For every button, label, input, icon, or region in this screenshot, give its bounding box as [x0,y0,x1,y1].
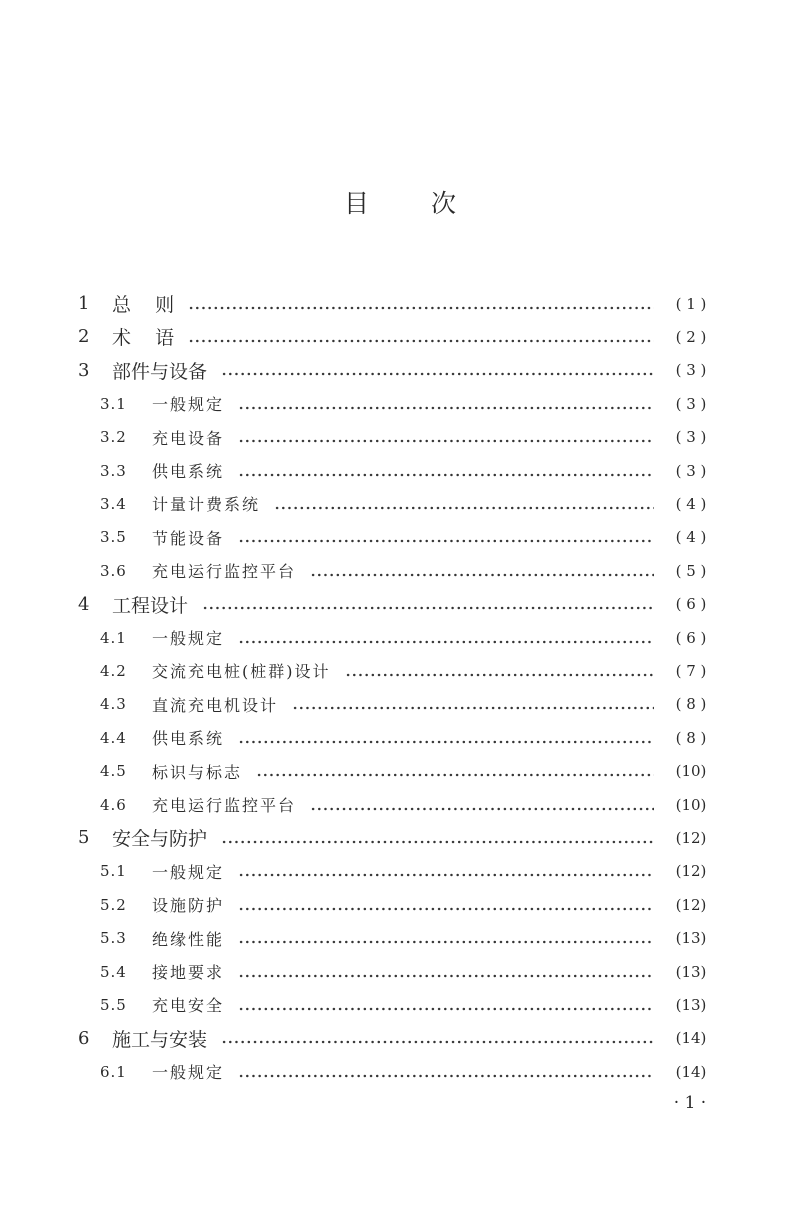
dot-leader [221,840,654,844]
entry-title: 一般规定 [152,395,225,415]
entry-number: 3.1 [100,394,127,413]
entry-number: 4.4 [100,728,127,747]
dot-leader [256,773,654,777]
entry-page: (13) [675,929,707,948]
entry-page: ( 5 ) [675,561,707,580]
entry-title: 工程设计 [112,594,189,617]
entry-title: 供电系统 [152,729,225,749]
dot-leader [238,473,654,477]
toc-entry[interactable] [0,654,800,687]
entry-page: (10) [675,762,707,781]
toc-entry[interactable] [0,922,800,955]
toc-entry[interactable] [0,421,800,454]
dot-leader [310,807,654,811]
entry-number: 3.4 [100,494,127,513]
toc-entry[interactable] [0,1055,800,1088]
entry-page: ( 4 ) [675,528,707,547]
toc-entry[interactable] [0,1022,800,1055]
toc-entry[interactable] [0,721,800,754]
dot-leader [238,1074,654,1078]
entry-title: 充电安全 [152,996,225,1016]
toc-entry[interactable] [0,621,800,654]
toc-entry[interactable] [0,988,800,1021]
toc-entry[interactable] [0,554,800,587]
entry-page: ( 8 ) [675,695,707,714]
toc-entry[interactable] [0,320,800,353]
entry-page: (13) [675,962,707,981]
dot-leader [188,339,654,343]
entry-page: (14) [675,1062,707,1081]
entry-number: 4.2 [100,661,127,680]
entry-number: 3.5 [100,528,127,547]
dot-leader [238,974,654,978]
dot-leader [238,1007,654,1011]
dot-leader [274,506,654,510]
entry-title: 一般规定 [152,1063,225,1083]
dot-leader [238,406,654,410]
entry-page: ( 1 ) [675,294,707,313]
dot-leader [345,673,655,677]
entry-page: ( 3 ) [675,428,707,447]
entry-number: 6.1 [100,1062,127,1081]
toc-entry[interactable] [0,888,800,921]
entry-page: ( 2 ) [675,327,707,346]
dot-leader [238,940,654,944]
toc-entry[interactable] [0,688,800,721]
entry-number: 5.2 [100,895,127,914]
entry-title: 接地要求 [152,963,225,982]
entry-page: (14) [675,1029,707,1048]
dot-leader [310,573,654,577]
entry-title: 设施防护 [152,896,225,916]
entry-page: ( 4 ) [675,494,707,513]
entry-page: ( 3 ) [675,394,707,413]
entry-page: (12) [675,862,707,881]
entry-title: 供电系统 [152,462,225,481]
dot-leader [238,539,654,543]
dot-leader [238,873,654,877]
entry-title: 施工与安装 [112,1028,208,1051]
entry-number: 3.6 [100,561,127,580]
entry-title: 充电运行监控平台 [152,562,297,582]
entry-title: 一般规定 [152,629,225,648]
toc-entry[interactable] [0,788,800,821]
entry-number: 5.3 [100,929,127,948]
dot-leader [202,606,654,610]
toc-entry[interactable] [0,487,800,520]
toc-entry[interactable] [0,287,800,320]
entry-title: 充电设备 [152,428,225,448]
entry-number: 5 [78,827,90,849]
dot-leader [238,907,654,911]
entry-number: 3.3 [100,461,127,480]
entry-number: 5.5 [100,995,127,1014]
toc-entry[interactable] [0,454,800,487]
toc-entry[interactable] [0,588,800,621]
dot-leader [188,306,654,310]
entry-number: 5.1 [100,862,127,881]
entry-title: 部件与设备 [112,360,208,383]
entry-title: 总 则 [112,294,175,316]
dot-leader [238,439,654,443]
entry-number: 4.6 [100,795,127,814]
toc-entry[interactable] [0,755,800,788]
toc-entry[interactable] [0,521,800,554]
entry-number: 4.1 [100,628,127,647]
entry-title: 直流充电机设计 [152,695,279,715]
toc-entry[interactable] [0,855,800,888]
entry-page: (10) [675,795,707,814]
entry-number: 4.5 [100,762,127,781]
entry-title: 安全与防护 [112,828,208,851]
entry-page: ( 7 ) [675,661,707,680]
entry-page: ( 3 ) [675,361,707,380]
entry-number: 6 [78,1027,90,1049]
entry-number: 1 [78,293,90,314]
toc-entry[interactable] [0,955,800,988]
entry-title: 交流充电桩(桩群)设计 [152,662,331,682]
entry-title: 一般规定 [152,862,225,882]
dot-leader [221,1040,654,1044]
entry-title: 绝缘性能 [152,929,225,949]
toc-entry[interactable] [0,821,800,854]
entry-number: 3.2 [100,428,127,447]
entry-page: (12) [675,828,707,847]
entry-title: 术 语 [112,327,175,350]
entry-number: 5.4 [100,962,127,981]
entry-page: (13) [675,995,707,1014]
dot-leader [238,740,654,744]
entry-title: 标识与标志 [152,762,243,782]
dot-leader [292,706,654,710]
toc-entry[interactable] [0,387,800,420]
entry-title: 充电运行监控平台 [152,796,297,815]
entry-number: 4.3 [100,695,127,714]
entry-page: ( 8 ) [675,728,707,747]
entry-page: ( 6 ) [675,628,707,647]
toc-entry[interactable] [0,354,800,387]
page-number: · 1 · [673,1093,707,1113]
entry-title: 节能设备 [152,528,225,548]
page-title: 目次 [343,189,518,218]
entry-page: ( 3 ) [675,461,707,480]
entry-page: ( 6 ) [675,595,707,614]
entry-number: 3 [78,359,90,381]
entry-number: 2 [78,326,90,348]
dot-leader [221,372,654,376]
entry-page: (12) [675,895,707,914]
entry-number: 4 [78,593,90,615]
entry-title: 计量计费系统 [152,495,261,515]
dot-leader [238,640,654,644]
